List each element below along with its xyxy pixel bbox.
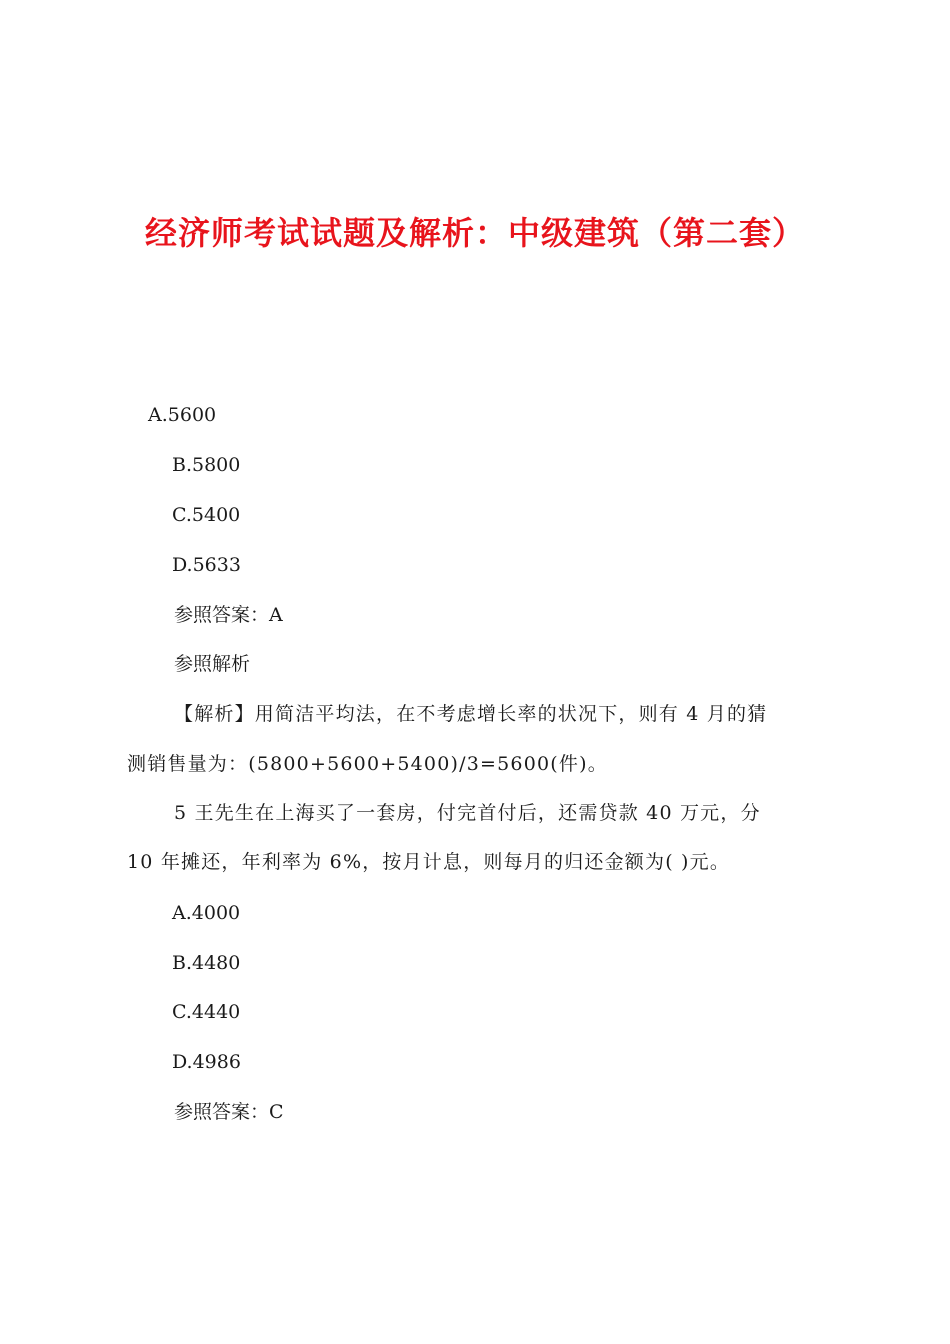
q4-analysis-heading: 参照解析 bbox=[174, 653, 251, 675]
q5-stem-line-1: 5 王先生在上海买了一套房，付完首付后，还需贷款 40 万元，分 bbox=[174, 802, 761, 824]
q5-answer: 参照答案：C bbox=[174, 1101, 284, 1123]
q5-option-c: C.4440 bbox=[172, 1001, 241, 1023]
q5-option-d: D.4986 bbox=[172, 1051, 241, 1073]
q4-option-a: A.5600 bbox=[148, 404, 217, 426]
q4-option-d: D.5633 bbox=[172, 554, 241, 576]
q5-option-b: B.4480 bbox=[172, 952, 241, 974]
q5-option-a: A.4000 bbox=[172, 902, 241, 924]
q4-option-c: C.5400 bbox=[172, 504, 241, 526]
document-title: 经济师考试试题及解析：中级建筑（第二套） bbox=[144, 214, 805, 252]
q4-analysis-line-1: 【解析】用简洁平均法，在不考虑增长率的状况下，则有 4 月的猜 bbox=[174, 703, 768, 725]
q5-stem-line-2: 10 年摊还，年利率为 6%，按月计息，则每月的归还金额为( )元。 bbox=[127, 851, 731, 873]
q4-option-b: B.5800 bbox=[172, 454, 241, 476]
q4-analysis-line-2: 测销售量为：(5800+5600+5400)/3=5600(件)。 bbox=[127, 753, 608, 775]
q4-answer: 参照答案：A bbox=[174, 604, 283, 626]
